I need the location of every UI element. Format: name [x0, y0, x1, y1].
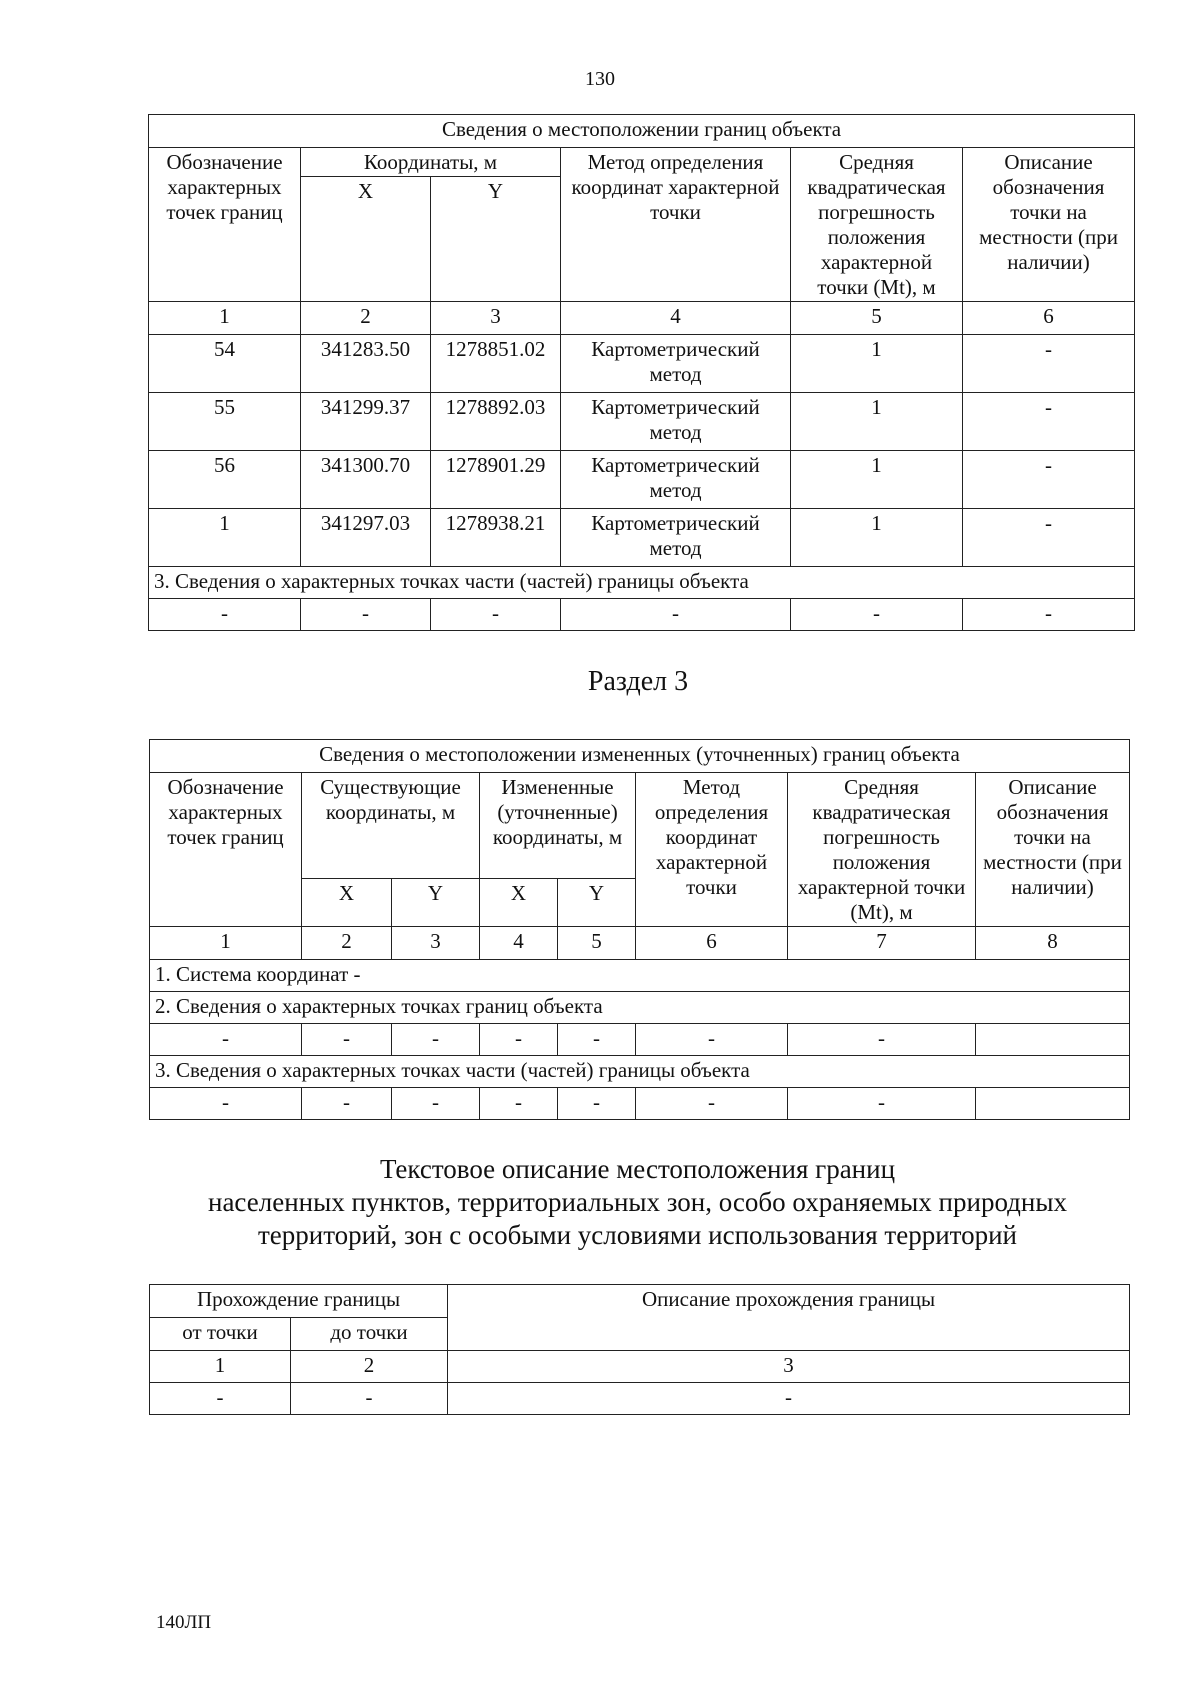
column-number: 4	[480, 927, 558, 960]
text-description-heading	[140, 1153, 1135, 1252]
cell-x: 341300.70	[301, 451, 431, 509]
header-passage-description: Описание прохождения границы	[448, 1285, 1130, 1351]
footer-code: 140ЛП	[156, 1612, 212, 1633]
cell-empty: -	[150, 1024, 302, 1056]
section2-title: 2. Сведения о характерных точках границ объекта	[150, 992, 1130, 1024]
cell-description: -	[963, 335, 1135, 393]
column-number: 5	[558, 927, 636, 960]
table-row	[149, 509, 1135, 567]
cell-x: 341297.03	[301, 509, 431, 567]
table-row	[150, 1383, 1130, 1415]
cell-method: Картометрический метод	[561, 451, 791, 509]
table-row	[149, 335, 1135, 393]
table-row	[150, 1024, 1130, 1056]
cell-y: 1278851.02	[431, 335, 561, 393]
cell-method: Картометрический метод	[561, 509, 791, 567]
cell-mt: 1	[791, 335, 963, 393]
column-number: 4	[561, 302, 791, 335]
column-number: 3	[392, 927, 480, 960]
cell-empty: -	[788, 1088, 976, 1120]
cell-mt: 1	[791, 509, 963, 567]
header-method: Метод определения координат характерной точки	[636, 773, 788, 927]
cell-empty: -	[150, 1088, 302, 1120]
heading-line: Текстовое описание местоположения границ	[379, 1154, 896, 1184]
cell-empty: -	[392, 1024, 480, 1056]
cell-empty: -	[963, 599, 1135, 631]
cell-empty: -	[431, 599, 561, 631]
header-point: Обозначение характерных точек границ	[149, 148, 301, 302]
boundary-passage-table	[149, 1284, 1130, 1415]
column-number: 3	[448, 1351, 1130, 1383]
cell-empty: -	[392, 1088, 480, 1120]
header-method: Метод определения координат характерной точки	[561, 148, 791, 302]
column-number: 1	[149, 302, 301, 335]
header-description: Описание обозначения точки на местности (при наличии)	[963, 148, 1135, 302]
column-number: 6	[636, 927, 788, 960]
header-x: X	[480, 879, 558, 927]
header-y: Y	[392, 879, 480, 927]
column-numbers-row	[150, 927, 1130, 960]
header-x: X	[301, 177, 431, 302]
cell-y: 1278938.21	[431, 509, 561, 567]
heading-line: населенных пунктов, территориальных зон, особо охраняемых природных	[208, 1187, 1067, 1217]
cell-description: -	[963, 451, 1135, 509]
column-number: 1	[150, 1351, 291, 1383]
header-y: Y	[431, 177, 561, 302]
cell-empty: -	[302, 1024, 392, 1056]
section3-title: 3. Сведения о характерных точках части (частей) границы объекта	[150, 1056, 1130, 1088]
column-number: 2	[302, 927, 392, 960]
column-number: 2	[291, 1351, 448, 1383]
cell-empty	[976, 1088, 1130, 1120]
changed-boundary-table	[149, 739, 1130, 1120]
cell-empty: -	[791, 599, 963, 631]
cell-y: 1278892.03	[431, 393, 561, 451]
table-row	[149, 451, 1135, 509]
cell-point: 56	[149, 451, 301, 509]
column-number: 6	[963, 302, 1135, 335]
cell-point: 55	[149, 393, 301, 451]
header-y: Y	[558, 879, 636, 927]
cell-description: -	[963, 509, 1135, 567]
boundary-points-table	[148, 114, 1135, 631]
header-accuracy: Средняя квадратическая погрешность положения характерной точки (Mt), м	[791, 148, 963, 302]
table-row	[149, 599, 1135, 631]
cell-empty: -	[150, 1383, 291, 1415]
cell-empty: -	[149, 599, 301, 631]
heading-line: территорий, зон с особыми условиями использования территорий	[257, 1220, 1018, 1250]
column-numbers-row	[149, 302, 1135, 335]
cell-method: Картометрический метод	[561, 393, 791, 451]
header-from-point: от точки	[150, 1318, 291, 1351]
table-row	[150, 1088, 1130, 1120]
header-description: Описание обозначения точки на местности (при наличии)	[976, 773, 1130, 927]
cell-x: 341299.37	[301, 393, 431, 451]
header-to-point: до точки	[291, 1318, 448, 1351]
section3-title: 3. Сведения о характерных точках части (частей) границы объекта	[149, 567, 1135, 599]
cell-empty: -	[291, 1383, 448, 1415]
column-numbers-row	[150, 1351, 1130, 1383]
column-number: 5	[791, 302, 963, 335]
header-point: Обозначение характерных точек границ	[150, 773, 302, 927]
cell-empty: -	[448, 1383, 1130, 1415]
column-number: 7	[788, 927, 976, 960]
column-number: 2	[301, 302, 431, 335]
cell-x: 341283.50	[301, 335, 431, 393]
cell-mt: 1	[791, 451, 963, 509]
cell-empty: -	[636, 1024, 788, 1056]
cell-empty	[976, 1024, 1130, 1056]
coordinate-system: 1. Система координат -	[150, 960, 1130, 992]
cell-mt: 1	[791, 393, 963, 451]
table-caption: Сведения о местоположении измененных (уточненных) границ объекта	[150, 740, 1130, 773]
cell-empty: -	[788, 1024, 976, 1056]
section-heading: Раздел 3	[587, 666, 689, 697]
cell-empty: -	[302, 1088, 392, 1120]
cell-empty: -	[558, 1088, 636, 1120]
header-passage: Прохождение границы	[150, 1285, 448, 1318]
cell-empty: -	[301, 599, 431, 631]
cell-empty: -	[480, 1024, 558, 1056]
header-coordinates: Координаты, м	[301, 148, 561, 177]
header-changed-coordinates: Измененные (уточненные) координаты, м	[480, 773, 636, 879]
cell-method: Картометрический метод	[561, 335, 791, 393]
header-accuracy: Средняя квадратическая погрешность положения характерной точки (Mt), м	[788, 773, 976, 927]
cell-empty: -	[636, 1088, 788, 1120]
column-number: 8	[976, 927, 1130, 960]
cell-description: -	[963, 393, 1135, 451]
header-x: X	[302, 879, 392, 927]
table-caption: Сведения о местоположении границ объекта	[149, 115, 1135, 148]
cell-y: 1278901.29	[431, 451, 561, 509]
column-number: 1	[150, 927, 302, 960]
column-number: 3	[431, 302, 561, 335]
table-row	[149, 393, 1135, 451]
cell-point: 1	[149, 509, 301, 567]
page-number: 130	[585, 68, 615, 90]
cell-empty: -	[561, 599, 791, 631]
header-existing-coordinates: Существующие координаты, м	[302, 773, 480, 879]
cell-empty: -	[480, 1088, 558, 1120]
cell-empty: -	[558, 1024, 636, 1056]
cell-point: 54	[149, 335, 301, 393]
